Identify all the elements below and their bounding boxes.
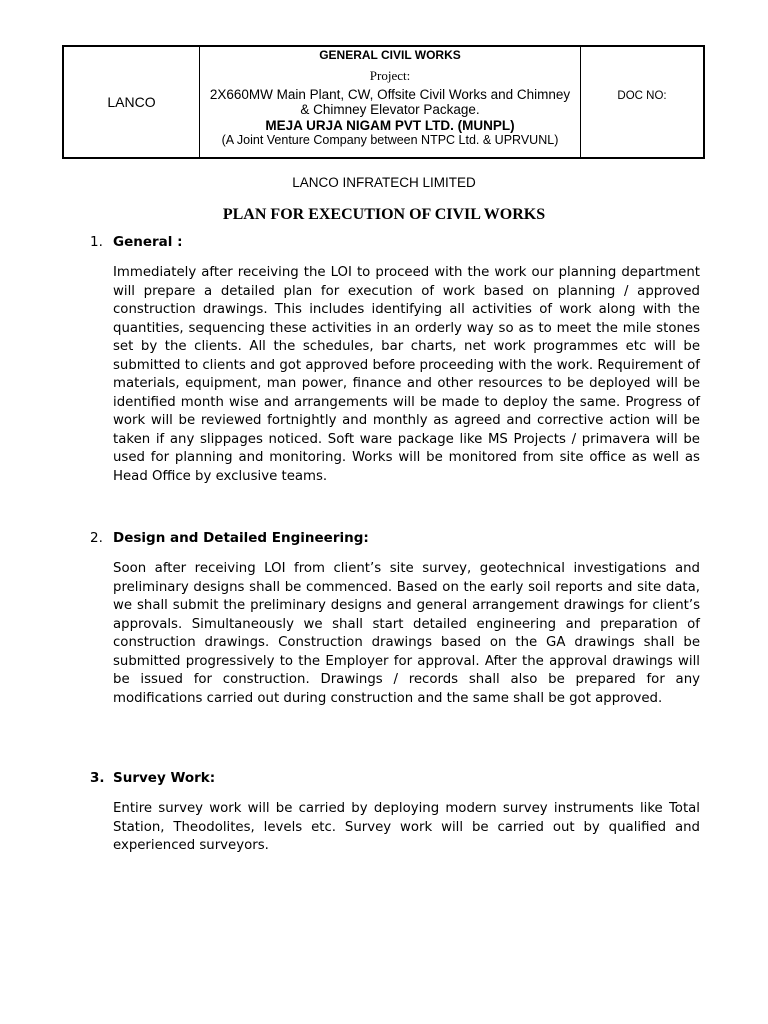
project-cell	[200, 47, 581, 157]
section-title: Design and Detailed Engineering:	[113, 530, 369, 546]
project-label: Project:	[369, 68, 411, 83]
section-number: 2.	[90, 530, 103, 546]
section-heading-survey	[90, 770, 215, 786]
company-name: LANCO	[107, 94, 156, 110]
header-table	[62, 45, 705, 159]
joint-venture-note: (A Joint Venture Company between NTPC Ltd. & UPRVUNL)	[221, 133, 559, 147]
section-number: 3.	[90, 770, 105, 786]
section-body-survey: Entire survey work will be carried by deploying modern survey instruments like Total Station, Theodolites, levels etc. Survey work will be carried out by qualified and experienced surveyors.	[113, 801, 700, 853]
document-title: PLAN FOR EXECUTION OF CIVIL WORKS	[222, 206, 546, 223]
section-heading-design	[90, 530, 369, 546]
section-title: Survey Work:	[113, 770, 216, 786]
project-description-line1: 2X660MW Main Plant, CW, Offsite Civil Works and Chimney	[209, 87, 571, 102]
section-number: 1.	[90, 234, 103, 250]
section-title: General :	[113, 234, 183, 250]
section-body-general: Immediately after receiving the LOI to proceed with the work our planning department will prepare a detailed plan for execution of work based on planning / approved construction drawings. This includes identifying all activities of work along with the quantities, sequencing these activities in an orderly way so as to meet the mile stones set by the clients. All the schedules, bar charts, net work programmes etc will be submitted to clients and got approved before proceeding with the work. Requirement of materials, equipment, man power, finance and other resources to be deployed will be identified month wise and arrangements will be made to deploy the same. Progress of work will be reviewed fortnightly and monthly as agreed and corrective action will be taken if any slippages noticed. Soft ware package like MS Projects / primavera will be used for planning and monitoring. Works will be monitored from site office as well as Head Office by exclusive teams.	[113, 265, 700, 484]
client-name: MEJA URJA NIGAM PVT LTD. (MUNPL)	[265, 118, 515, 133]
doc-number-label: DOC NO:	[617, 90, 667, 102]
project-description-line2: & Chimney Elevator Package.	[300, 102, 480, 117]
company-cell	[64, 47, 200, 157]
company-line: LANCO INFRATECH LIMITED	[292, 175, 476, 190]
header-title: GENERAL CIVIL WORKS	[319, 48, 461, 62]
section-heading-general	[90, 234, 183, 250]
doc-number-cell	[581, 47, 703, 157]
section-body-design: Soon after receiving LOI from client’s site survey, geotechnical investigations and preliminary designs shall be commenced. Based on the early soil reports and site data, we shall submit the preliminary designs and general arrangement drawings for client’s approvals. Simultaneously we shall start detailed engineering and preparation of construction drawings. Construction drawings based on the GA drawings shall be submitted progressively to the Employer for approval. After the approval drawings will be issued for construction. Drawings / records shall also be prepared for any modifications carried out during construction and the same shall be got approved.	[113, 561, 700, 706]
